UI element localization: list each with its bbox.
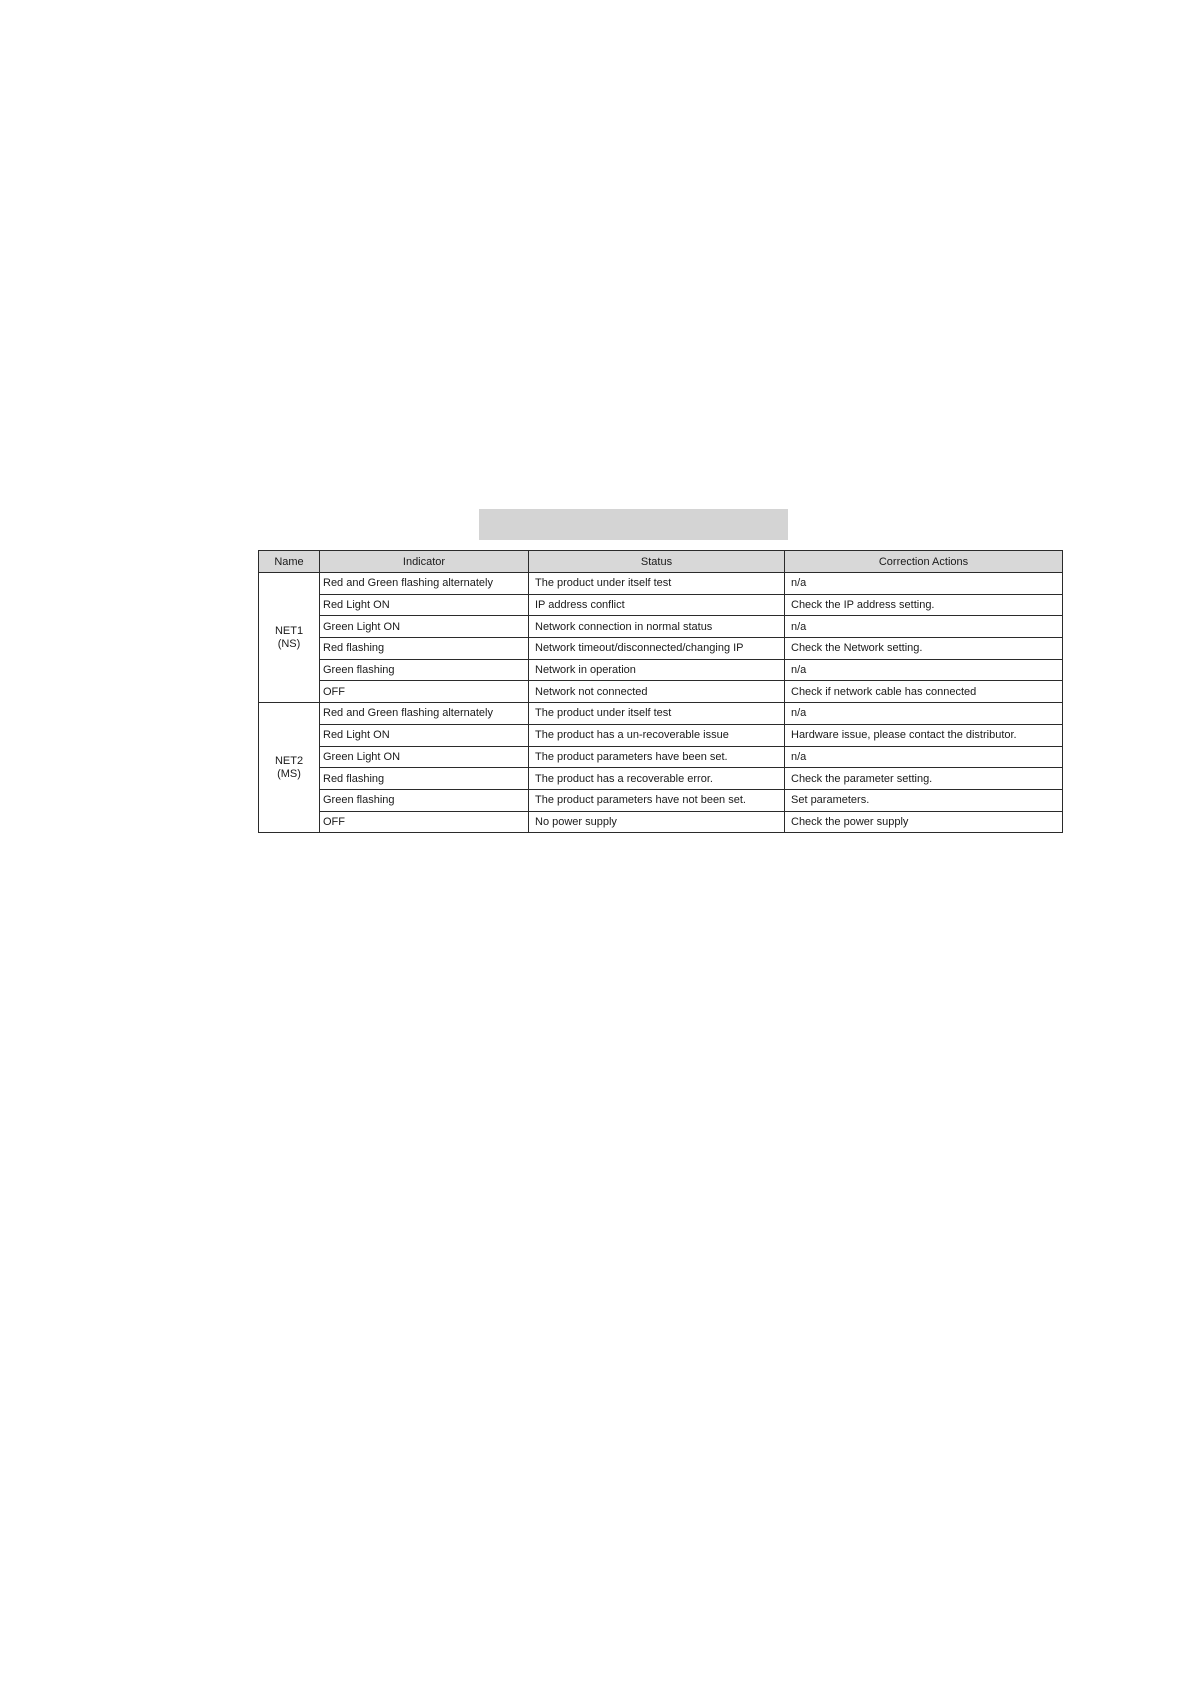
group-name-line2: (NS) xyxy=(277,637,301,650)
action-cell: n/a xyxy=(785,703,1063,725)
header-name: Name xyxy=(259,551,320,573)
indicator-cell: Red and Green flashing alternately xyxy=(320,703,529,725)
header-correction-actions: Correction Actions xyxy=(785,551,1063,573)
status-cell: Network timeout/disconnected/changing IP xyxy=(529,638,785,660)
indicator-cell: Red Light ON xyxy=(320,724,529,746)
indicator-cell: Green flashing xyxy=(320,789,529,811)
led-indicator-table xyxy=(258,550,1063,833)
action-cell: Hardware issue, please contact the distributor. xyxy=(785,724,1063,746)
table-row xyxy=(259,811,1063,833)
table-header-row xyxy=(259,551,1063,573)
indicator-cell: Red Light ON xyxy=(320,594,529,616)
table-row xyxy=(259,594,1063,616)
status-cell: The product under itself test xyxy=(529,703,785,725)
indicator-cell: Green Light ON xyxy=(320,616,529,638)
status-cell: Network not connected xyxy=(529,681,785,703)
indicator-cell: Red flashing xyxy=(320,768,529,790)
indicator-cell: OFF xyxy=(320,811,529,833)
action-cell: Check the IP address setting. xyxy=(785,594,1063,616)
action-cell: n/a xyxy=(785,659,1063,681)
group-name-line1: NET1 xyxy=(274,624,304,637)
group-name-line2: (MS) xyxy=(277,767,301,780)
indicator-cell: Red and Green flashing alternately xyxy=(320,573,529,595)
action-cell: Check if network cable has connected xyxy=(785,681,1063,703)
indicator-cell: Red flashing xyxy=(320,638,529,660)
table-row xyxy=(259,681,1063,703)
table-row xyxy=(259,573,1063,595)
action-cell: n/a xyxy=(785,573,1063,595)
header-indicator: Indicator xyxy=(320,551,529,573)
action-cell: n/a xyxy=(785,616,1063,638)
group-name-line1: NET2 xyxy=(274,754,304,767)
table-row xyxy=(259,616,1063,638)
status-cell: Network in operation xyxy=(529,659,785,681)
table-row xyxy=(259,746,1063,768)
table-row xyxy=(259,768,1063,790)
status-cell: The product parameters have been set. xyxy=(529,746,785,768)
action-cell: Set parameters. xyxy=(785,789,1063,811)
status-cell: Network connection in normal status xyxy=(529,616,785,638)
group-name-net1 xyxy=(259,573,320,703)
indicator-cell: Green Light ON xyxy=(320,746,529,768)
group-name-net2 xyxy=(259,703,320,833)
header-status: Status xyxy=(529,551,785,573)
status-cell: The product under itself test xyxy=(529,573,785,595)
status-cell: The product has a recoverable error. xyxy=(529,768,785,790)
indicator-cell: Green flashing xyxy=(320,659,529,681)
caption-bar xyxy=(479,509,788,540)
status-cell: The product parameters have not been set. xyxy=(529,789,785,811)
action-cell: Check the Network setting. xyxy=(785,638,1063,660)
table-row xyxy=(259,638,1063,660)
action-cell: n/a xyxy=(785,746,1063,768)
table-row xyxy=(259,724,1063,746)
indicator-cell: OFF xyxy=(320,681,529,703)
table-row xyxy=(259,703,1063,725)
action-cell: Check the power supply xyxy=(785,811,1063,833)
table-row xyxy=(259,659,1063,681)
status-cell: No power supply xyxy=(529,811,785,833)
status-cell: IP address conflict xyxy=(529,594,785,616)
action-cell: Check the parameter setting. xyxy=(785,768,1063,790)
table-row xyxy=(259,789,1063,811)
status-cell: The product has a un-recoverable issue xyxy=(529,724,785,746)
